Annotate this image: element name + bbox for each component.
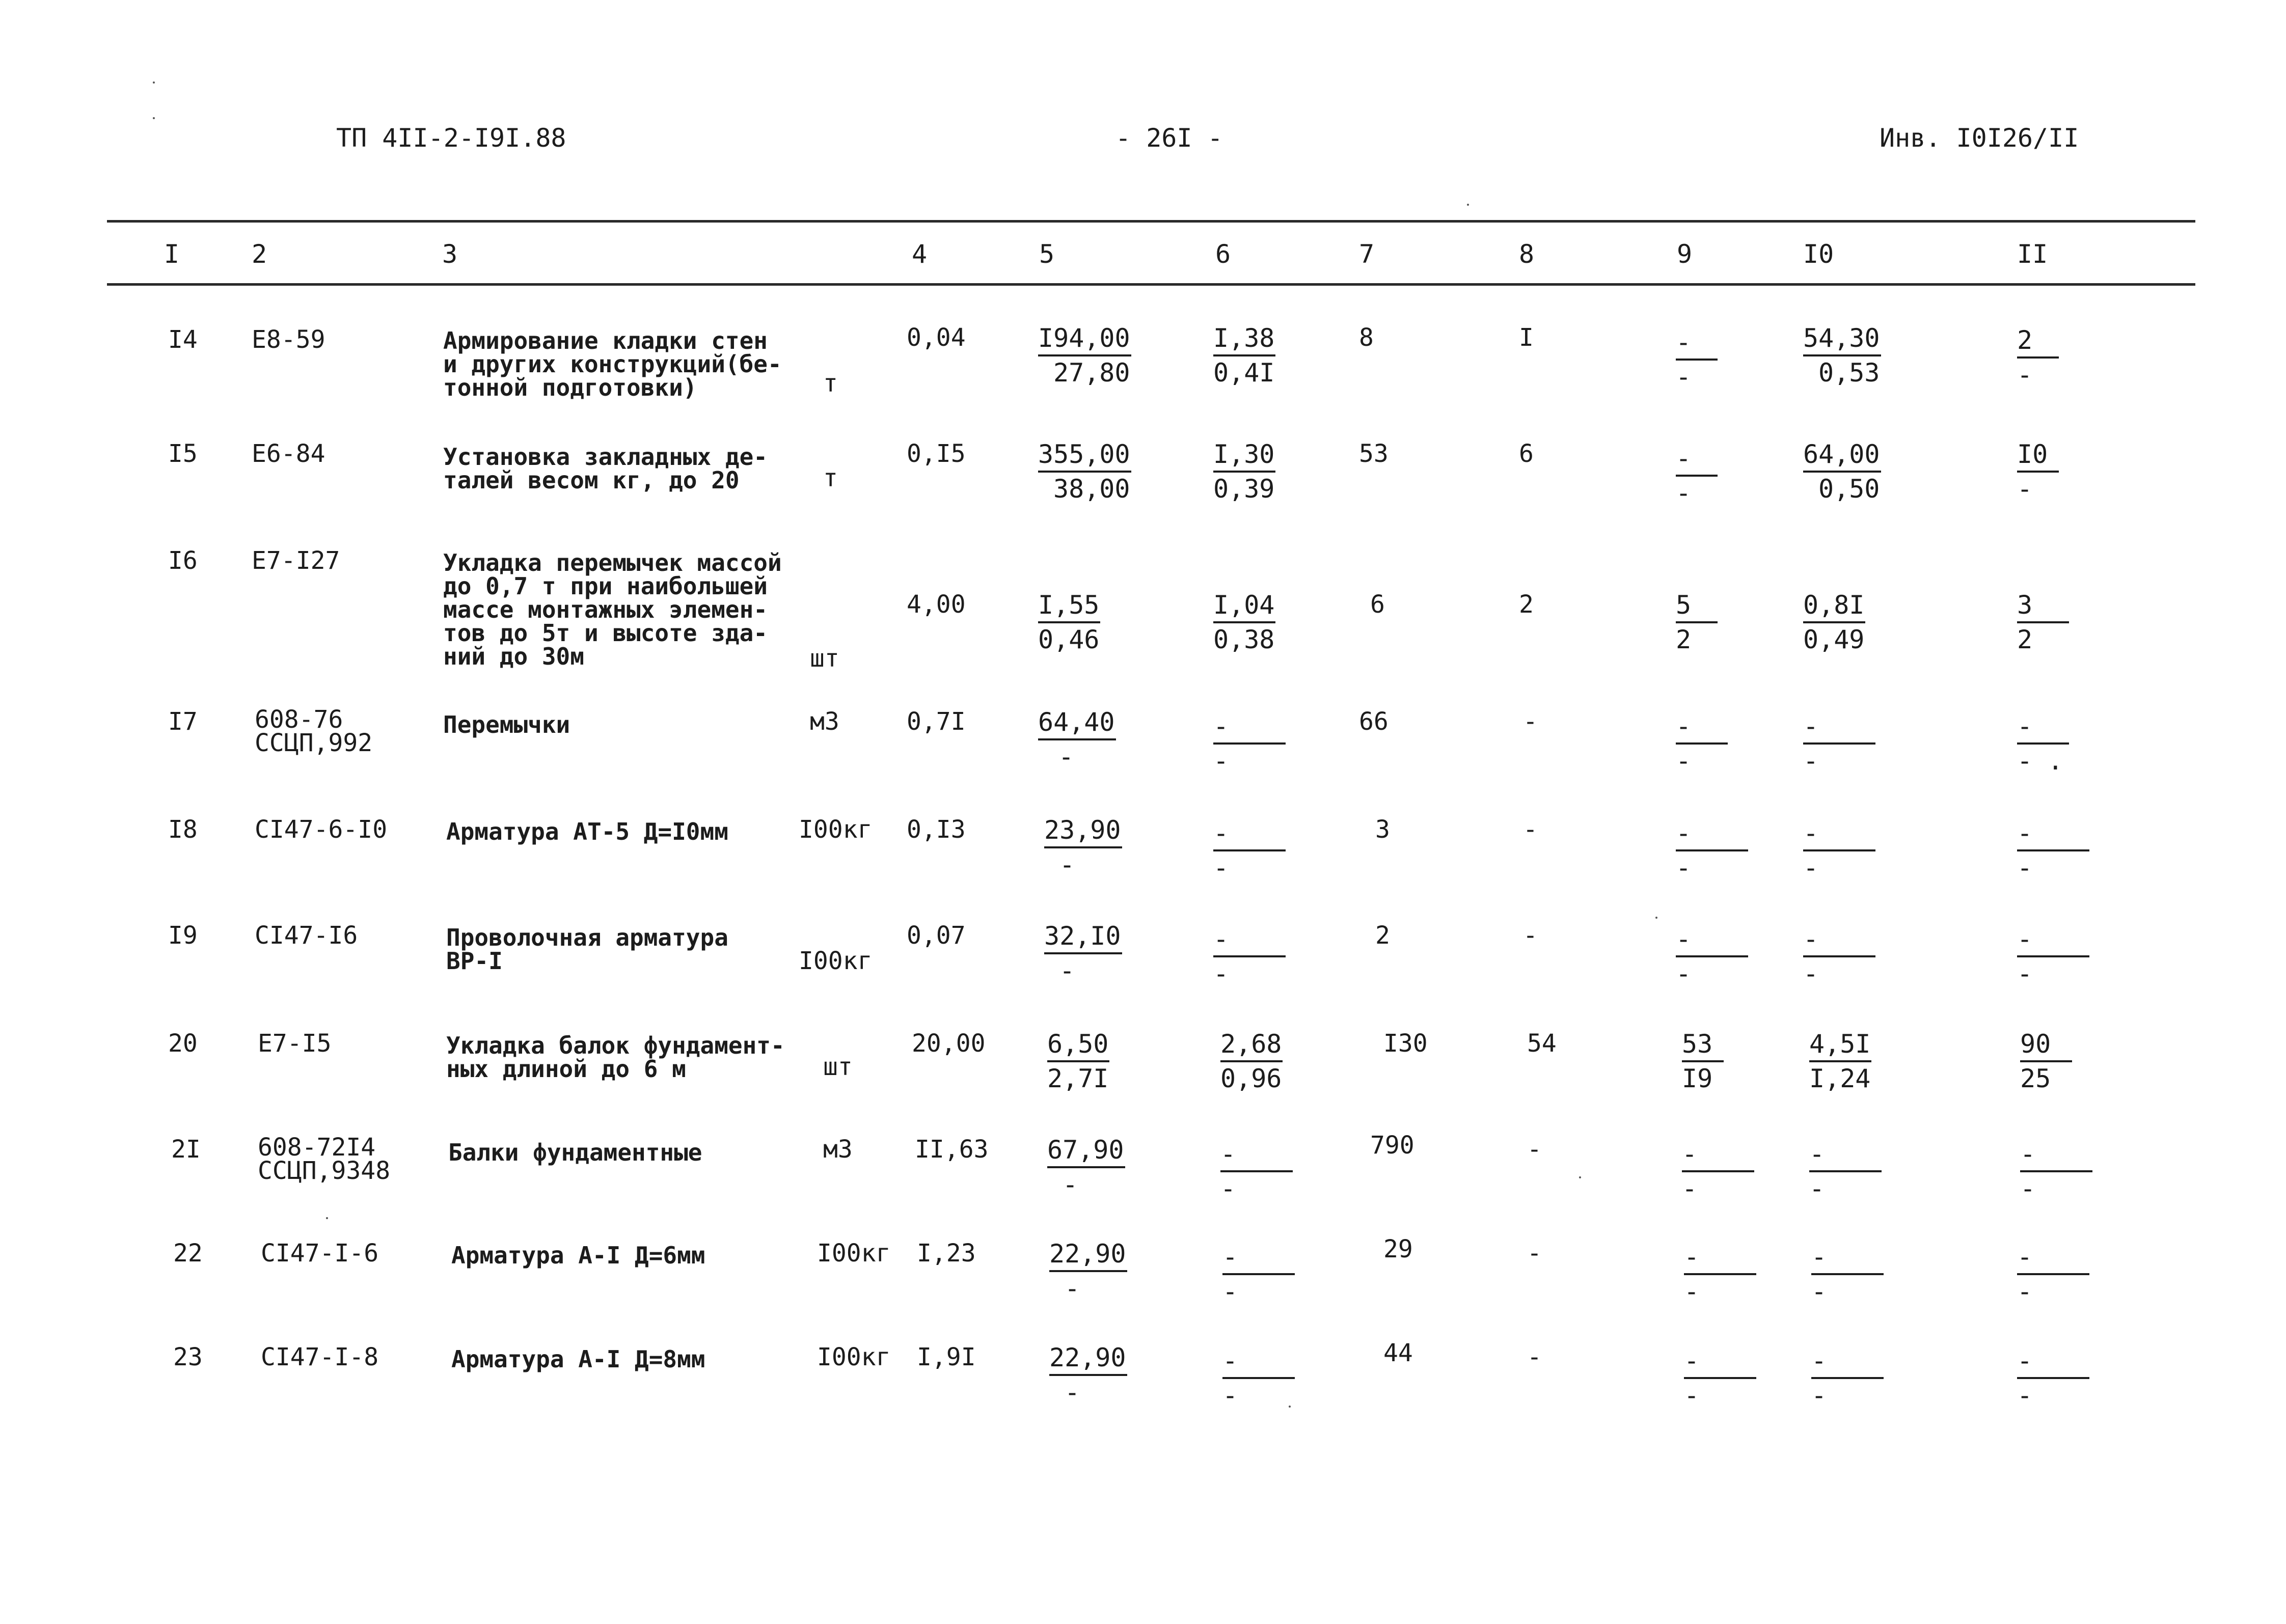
row-number: I8 (168, 815, 198, 844)
col11-fraction: - - (2017, 817, 2089, 884)
row-number: I4 (168, 325, 198, 354)
cost-fraction: $\frac{I94,00}{27,80}$ (1038, 322, 1131, 389)
wages-fraction: $\frac{2,68}{0,96}$ (1220, 1028, 1283, 1095)
col11-fraction: $\frac{90}{25}$ (2020, 1028, 2072, 1095)
unit: I00кг (799, 947, 873, 975)
col11-fraction: - - (2017, 1241, 2089, 1308)
wages-fraction: - - (1213, 710, 1286, 777)
work-description: Балки фундаментные (448, 1139, 702, 1166)
work-description: Установка закладных де- талей весом кг, до 20 (443, 443, 768, 494)
unit: I00кг (817, 1239, 891, 1268)
col8-value: - (1523, 707, 1538, 736)
row-number: 20 (168, 1029, 198, 1058)
col7-value: 6 (1370, 590, 1385, 619)
col10-fraction: $\frac{54,30}{0,53}$ (1803, 322, 1881, 389)
quantity: I,23 (917, 1239, 976, 1268)
col10-fraction: - - (1803, 817, 1875, 884)
col7-value: 44 (1383, 1339, 1413, 1367)
col11-fraction: - - (2017, 923, 2089, 990)
unit: шт (810, 644, 839, 673)
row-number: 23 (173, 1343, 203, 1371)
col7-value: 790 (1370, 1131, 1414, 1160)
cost-fraction: 22,90 - (1049, 1237, 1127, 1305)
col-header-10: I0 (1803, 239, 1834, 269)
col10-fraction: - - (1803, 710, 1875, 777)
wages-fraction: - - (1222, 1241, 1295, 1308)
row-number: I5 (168, 439, 198, 468)
cost-fraction: 64,40 - (1038, 706, 1116, 773)
col9-fraction: - - (1676, 923, 1748, 990)
col10-fraction: - - (1803, 923, 1875, 990)
work-description: Арматура АТ-5 Д=I0мм (446, 818, 728, 845)
col11-fraction: $\frac{3}{2}$ (2017, 589, 2069, 656)
wages-fraction: $\frac{I,30}{0,39}$ (1213, 438, 1275, 505)
col8-value: - (1527, 1135, 1542, 1164)
col7-value: 3 (1375, 815, 1390, 844)
col7-value: 2 (1375, 921, 1390, 950)
col11-fraction: 2 - (2017, 324, 2059, 391)
doc-code: ТП 4II-2-I9I.88 (336, 123, 566, 153)
scan-speck (1289, 1406, 1291, 1408)
col7-value: 29 (1383, 1235, 1413, 1263)
col7-value: 66 (1359, 707, 1389, 736)
col9-fraction: - - (1676, 710, 1728, 777)
col-header-11: II (2017, 239, 2048, 269)
quantity: 0,7I (907, 707, 966, 736)
col7-value: 53 (1359, 439, 1389, 468)
work-description: Перемычки (443, 711, 570, 738)
scan-speck (1467, 204, 1469, 206)
col10-fraction: - - (1809, 1138, 1882, 1205)
col10-fraction: $\frac{4,5I}{I,24}$ (1809, 1028, 1871, 1095)
unit: т (823, 369, 838, 398)
scan-speck (1579, 1176, 1581, 1178)
inventory-number: Инв. I0I26/II (1880, 123, 2079, 153)
wages-fraction: - - (1220, 1138, 1293, 1205)
unit: т (823, 464, 838, 492)
wages-fraction: - - (1213, 817, 1286, 884)
work-description: Укладка балок фундамент- ных длиной до 6 м (446, 1032, 785, 1083)
work-description: Арматура А-I Д=6мм (451, 1242, 705, 1269)
col-header-5: 5 (1039, 239, 1055, 269)
scan-speck (153, 117, 155, 119)
norm-code: СI47-I-6 (261, 1239, 379, 1268)
col9-fraction: - - (1676, 817, 1748, 884)
row-number: I9 (168, 921, 198, 950)
quantity: I,9I (917, 1343, 976, 1371)
col8-value: - (1523, 921, 1538, 950)
col-header-9: 9 (1677, 239, 1693, 269)
col11-fraction: - - (2020, 1138, 2092, 1205)
col9-fraction: - - (1684, 1241, 1756, 1308)
cost-fraction: $\frac{I,55}{0,46}$ (1038, 589, 1100, 656)
norm-code: Е6-84 (252, 439, 325, 468)
col-header-4: 4 (912, 239, 928, 269)
col7-value: I30 (1383, 1029, 1428, 1058)
quantity: 0,I3 (907, 815, 966, 844)
col11-fraction: - - . (2017, 710, 2069, 777)
norm-code: СI47-I-8 (261, 1343, 379, 1371)
col8-value: 6 (1519, 439, 1534, 468)
col-header-6: 6 (1215, 239, 1231, 269)
work-description: Арматура А-I Д=8мм (451, 1345, 705, 1373)
page-number: - 26I - (1115, 123, 1223, 153)
cost-fraction: 22,90 - (1049, 1341, 1127, 1409)
col11-fraction: - - (2017, 1344, 2089, 1412)
col8-value: - (1527, 1343, 1542, 1371)
col-header-3: 3 (442, 239, 458, 269)
col10-fraction: - - (1811, 1241, 1884, 1308)
norm-code: 608-72I4 ССЦП,9348 (258, 1133, 391, 1185)
col8-value: I (1519, 323, 1534, 352)
cost-fraction: 32,I0 - (1044, 920, 1122, 987)
norm-code: 608-76 ССЦП,992 (255, 705, 373, 757)
quantity: 0,I5 (907, 439, 966, 468)
col-header-2: 2 (252, 239, 267, 269)
work-description: Проволочная арматура ВР-I (446, 924, 728, 975)
unit: м3 (823, 1135, 853, 1164)
col-header-8: 8 (1519, 239, 1535, 269)
col7-value: 8 (1359, 323, 1374, 352)
col8-value: - (1523, 815, 1538, 844)
col10-fraction: - - (1811, 1344, 1884, 1412)
col9-fraction: $\frac{53}{I9}$ (1682, 1028, 1724, 1095)
col9-fraction: - - (1676, 326, 1718, 393)
wages-fraction: $\frac{I,04}{0,38}$ (1213, 589, 1275, 656)
col-header-7: 7 (1359, 239, 1375, 269)
cost-fraction: $\frac{6,50}{2,7I}$ (1047, 1028, 1109, 1095)
cost-fraction: 23,90 - (1044, 814, 1122, 881)
row-number: 22 (173, 1239, 203, 1268)
work-description: Укладка перемычек массой до 0,7 т при наибольшей массе монтажных элемен- тов до 5т и высоте зда- ний до 30м (443, 549, 782, 670)
quantity: 20,00 (912, 1029, 986, 1058)
table-header-rule (107, 283, 2195, 286)
col10-fraction: $\frac{64,00}{0,50}$ (1803, 438, 1881, 505)
cost-fraction: 67,90 - (1047, 1134, 1125, 1201)
quantity: 0,04 (907, 323, 966, 352)
wages-fraction: - - (1222, 1344, 1295, 1412)
cost-fraction: $\frac{355,00}{38,00}$ (1038, 438, 1131, 505)
work-description: Армирование кладки стен и других конструкций(бе- тонной подготовки) (443, 327, 782, 401)
col9-fraction: - - (1682, 1138, 1754, 1205)
norm-code: Е7-I5 (258, 1029, 332, 1058)
norm-code: СI47-6-I0 (255, 815, 388, 844)
wages-fraction: $\frac{I,38}{0,4I}$ (1213, 322, 1275, 389)
quantity: 0,07 (907, 921, 966, 950)
col8-value: 54 (1527, 1029, 1557, 1058)
scan-speck (1655, 917, 1657, 919)
unit: I00кг (817, 1343, 891, 1371)
col-header-1: I (164, 239, 180, 269)
col9-fraction: - - (1684, 1344, 1756, 1412)
row-number: I6 (168, 546, 198, 575)
col9-fraction: $\frac{5}{2}$ (1676, 589, 1718, 656)
norm-code: Е7-I27 (252, 546, 340, 575)
quantity: 4,00 (907, 590, 966, 619)
col8-value: - (1527, 1239, 1542, 1268)
quantity: II,63 (915, 1135, 989, 1164)
unit: шт (823, 1053, 853, 1081)
scan-speck (153, 81, 155, 84)
col9-fraction: - - (1676, 442, 1718, 509)
wages-fraction: - - (1213, 923, 1286, 990)
col10-fraction: $\frac{0,8I}{0,49}$ (1803, 589, 1865, 656)
unit: I00кг (799, 815, 873, 844)
row-number: I7 (168, 707, 198, 736)
scan-speck (326, 1217, 328, 1219)
col11-fraction: I0 - (2017, 438, 2059, 505)
table-top-rule (107, 220, 2195, 223)
col8-value: 2 (1519, 590, 1534, 619)
unit: м3 (810, 707, 839, 736)
norm-code: Е8-59 (252, 325, 325, 354)
row-number: 2I (171, 1135, 201, 1164)
norm-code: СI47-I6 (255, 921, 358, 950)
